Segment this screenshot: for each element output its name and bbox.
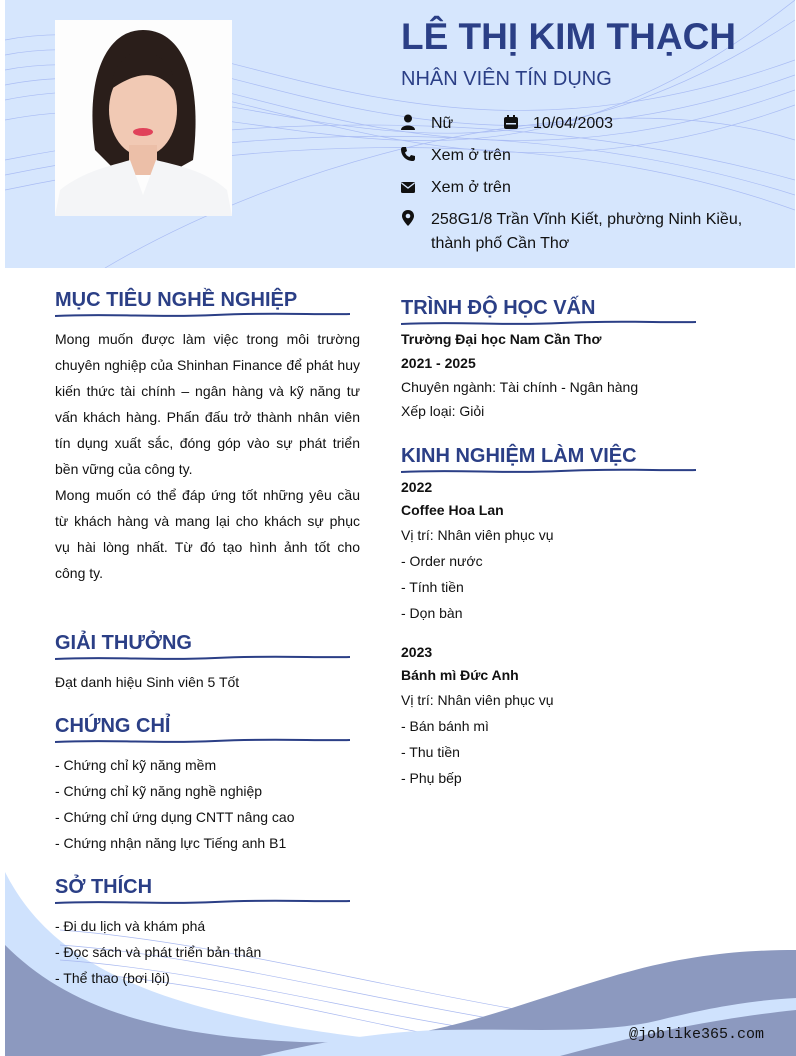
title-underline [401,319,696,327]
certificates-list [55,752,295,856]
phone-icon [400,146,416,162]
user-icon [400,114,416,130]
profile-photo [55,20,232,216]
experience-title: KINH NGHIỆM LÀM VIỆC [401,445,637,467]
title-underline [55,737,350,745]
education-title: TRÌNH ĐỘ HỌC VẤN [401,297,596,319]
objective-title: MỤC TIÊU NGHỀ NGHIỆP [55,289,298,311]
major: Chuyên ngành: Tài chính - Ngân hàng [401,379,639,395]
job-year: 2023 [401,644,433,660]
hobby-item: - Đi du lịch và khám phá [55,918,206,934]
job-entry [401,641,554,791]
award-item: Đạt danh hiệu Sinh viên 5 Tốt [55,674,240,690]
certificate-item: - Chứng nhận năng lực Tiếng anh B1 [55,835,287,851]
hobby-item: - Đọc sách và phát triển bản thân [55,944,262,960]
awards-title: GIẢI THƯỞNG [55,632,192,654]
phone: Xem ở trên [431,147,511,164]
location-icon [400,210,416,226]
certificate-item: - Chứng chỉ kỹ năng nghề nghiệp [55,783,263,799]
job-title: NHÂN VIÊN TÍN DỤNG [401,68,612,90]
hobby-item: - Thể thao (bơi lội) [55,970,170,986]
school-name: Trường Đại học Nam Cần Thơ [401,331,602,347]
objective-text: Mong muốn được làm việc trong môi trường chuyên nghiệp của Shinhan Finance để phát huy kiến thức tài chính – ngân hàng và kỹ năng tư vấn khách hàng. Phấn đấu trở thành nhân viên tín dụng xuất sắc, đóng góp vào sự phát triển bền vững của công ty. Mong muốn có thể đáp ứng tốt những yêu cầu từ khách hàng và mang lại cho khách sự phục vụ hài lòng nhất. Từ đó tạo hình ảnh tốt cho công ty. [55,331,360,581]
job-task: - Phụ bếp [401,770,462,786]
job-task: - Bán bánh mì [401,718,489,734]
title-underline [401,467,696,475]
job-task: - Order nước [401,553,483,569]
job-task: - Thu tiền [401,744,460,760]
certificates-title: CHỨNG CHỈ [55,715,171,737]
footer-credit: @joblike365.com [628,1026,764,1043]
email: Xem ở trên [431,179,511,196]
candidate-name: LÊ THỊ KIM THẠCH [401,16,737,57]
job-year: 2022 [401,479,433,495]
job-task: - Tính tiền [401,579,464,595]
job-position: Vị trí: Nhân viên phục vụ [401,692,554,708]
email-icon [400,179,416,195]
gender: Nữ [431,115,454,132]
certificate-item: - Chứng chỉ ứng dụng CNTT nâng cao [55,809,295,825]
address: 258G1/8 Trần Vĩnh Kiết, phường Ninh Kiều, thành phố Cần Thơ [431,211,743,252]
education-details [401,327,638,423]
job-task: - Dọn bàn [401,605,463,621]
title-underline [55,898,350,906]
hobbies-title: SỞ THÍCH [55,876,153,898]
title-underline [55,311,350,319]
hobbies-list [55,913,261,991]
certificate-item: - Chứng chỉ kỹ năng mềm [55,757,217,773]
calendar-icon [503,114,519,130]
date-of-birth: 10/04/2003 [533,115,614,132]
job-company: Bánh mì Đức Anh [401,667,519,683]
title-underline [55,654,350,662]
job-position: Vị trí: Nhân viên phục vụ [401,527,554,543]
job-entry [401,476,554,626]
study-years: 2021 - 2025 [401,355,476,371]
job-company: Coffee Hoa Lan [401,502,504,518]
grade: Xếp loại: Giỏi [401,403,485,419]
